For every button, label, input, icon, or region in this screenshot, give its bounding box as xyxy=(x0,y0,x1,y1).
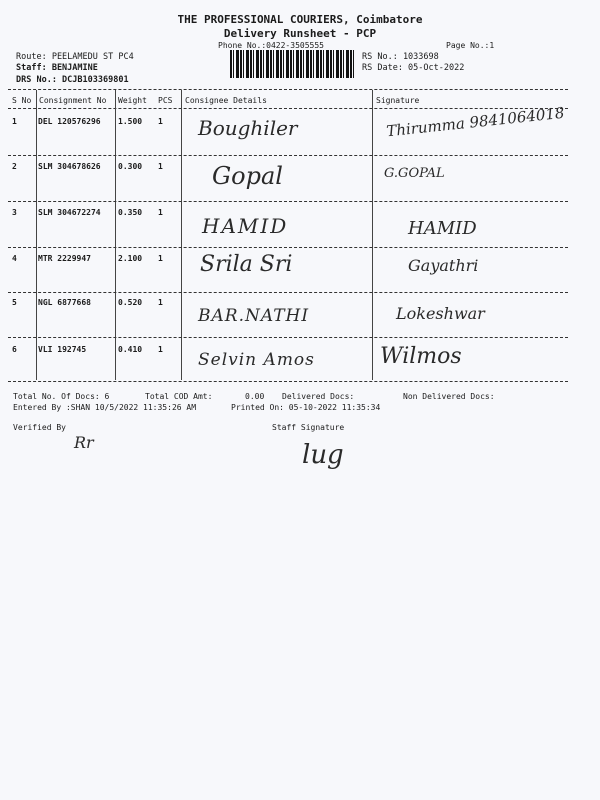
rs-date: RS Date: 05-Oct-2022 xyxy=(362,63,465,73)
row-pcs: 1 xyxy=(158,254,163,263)
total-cod-label: Total COD Amt: xyxy=(145,392,213,401)
entered-by: Entered By :SHAN 10/5/2022 11:35:26 AM xyxy=(13,403,197,412)
row-weight: 0.410 xyxy=(118,345,143,354)
col-consignee: Consignee Details xyxy=(185,96,267,105)
consignee-signature: Gopal xyxy=(212,162,283,190)
consignee-signature: HAMID xyxy=(202,214,289,238)
row-rule xyxy=(8,292,568,293)
printed-on: Printed On: 05-10-2022 11:35:34 xyxy=(231,403,381,412)
row-rule xyxy=(8,201,568,202)
col-signature: Signature xyxy=(376,96,420,105)
row-rule xyxy=(8,337,568,338)
row-rule xyxy=(8,247,568,248)
row-weight: 0.520 xyxy=(118,298,143,307)
delivered-docs: Delivered Docs: xyxy=(282,392,355,401)
receiver-signature: Thirumma 9841064018 xyxy=(385,103,566,141)
phone-number: Phone No.:0422-3505555 xyxy=(218,41,324,50)
consignee-signature: Srila Sri xyxy=(200,252,293,277)
route: Route: PEELAMEDU ST PC4 xyxy=(16,52,134,62)
receiver-signature: Lokeshwar xyxy=(396,304,485,323)
consignee-signature: Selvin Amos xyxy=(198,350,315,370)
row-pcs: 1 xyxy=(158,298,163,307)
receiver-signature: G.GOPAL xyxy=(384,166,445,181)
receiver-signature: Wilmos xyxy=(380,344,462,369)
table-bottom-rule xyxy=(8,381,568,382)
verifier-signature: Rr xyxy=(74,433,94,452)
header-rule xyxy=(8,108,568,109)
row-consignment: VLI 192745 xyxy=(38,345,87,354)
consignee-signature: BAR.NATHI xyxy=(198,306,310,326)
row-pcs: 1 xyxy=(158,162,163,171)
receiver-signature: HAMID xyxy=(408,218,477,239)
col-weight: Weight xyxy=(118,96,147,105)
row-sno: 2 xyxy=(12,162,17,171)
barcode xyxy=(230,50,354,78)
col-sno: S No xyxy=(12,96,32,105)
row-sno: 1 xyxy=(12,117,17,126)
row-pcs: 1 xyxy=(158,208,163,217)
row-pcs: 1 xyxy=(158,345,163,354)
row-sno: 3 xyxy=(12,208,17,217)
row-sno: 6 xyxy=(12,345,17,354)
staff-signature: lug xyxy=(302,440,344,470)
row-consignment: DEL 120576296 xyxy=(38,117,101,126)
col-pcs: PCS xyxy=(158,96,173,105)
row-consignment: SLM 304678626 xyxy=(38,162,101,171)
row-consignment: NGL 6877668 xyxy=(38,298,91,307)
row-weight: 2.100 xyxy=(118,254,143,263)
row-rule xyxy=(8,155,568,156)
row-sno: 5 xyxy=(12,298,17,307)
receiver-signature: Gayathri xyxy=(408,256,479,275)
row-consignment: SLM 304672274 xyxy=(38,208,101,217)
row-consignment: MTR 2229947 xyxy=(38,254,91,263)
total-docs: Total No. Of Docs: 6 xyxy=(13,392,110,401)
total-cod-value: 0.00 xyxy=(245,392,265,401)
rs-number: RS No.: 1033698 xyxy=(362,52,439,62)
consignee-signature: Boughiler xyxy=(198,116,298,140)
table-top-rule xyxy=(8,89,568,90)
non-delivered-docs: Non Delivered Docs: xyxy=(403,392,495,401)
row-weight: 1.500 xyxy=(118,117,143,126)
drs-number: DRS No.: DCJB103369801 xyxy=(16,75,129,85)
row-weight: 0.350 xyxy=(118,208,143,217)
page-number: Page No.:1 xyxy=(446,41,495,50)
staff-name: Staff: BENJAMINE xyxy=(16,63,98,73)
document-title: Delivery Runsheet - PCP xyxy=(223,27,377,40)
verified-by-label: Verified By xyxy=(13,423,66,432)
col-consignment: Consignment No xyxy=(39,96,107,105)
row-pcs: 1 xyxy=(158,117,163,126)
staff-signature-label: Staff Signature xyxy=(272,423,345,432)
row-sno: 4 xyxy=(12,254,17,263)
company-title: THE PROFESSIONAL COURIERS, Coimbatore xyxy=(177,13,423,26)
row-weight: 0.300 xyxy=(118,162,143,171)
